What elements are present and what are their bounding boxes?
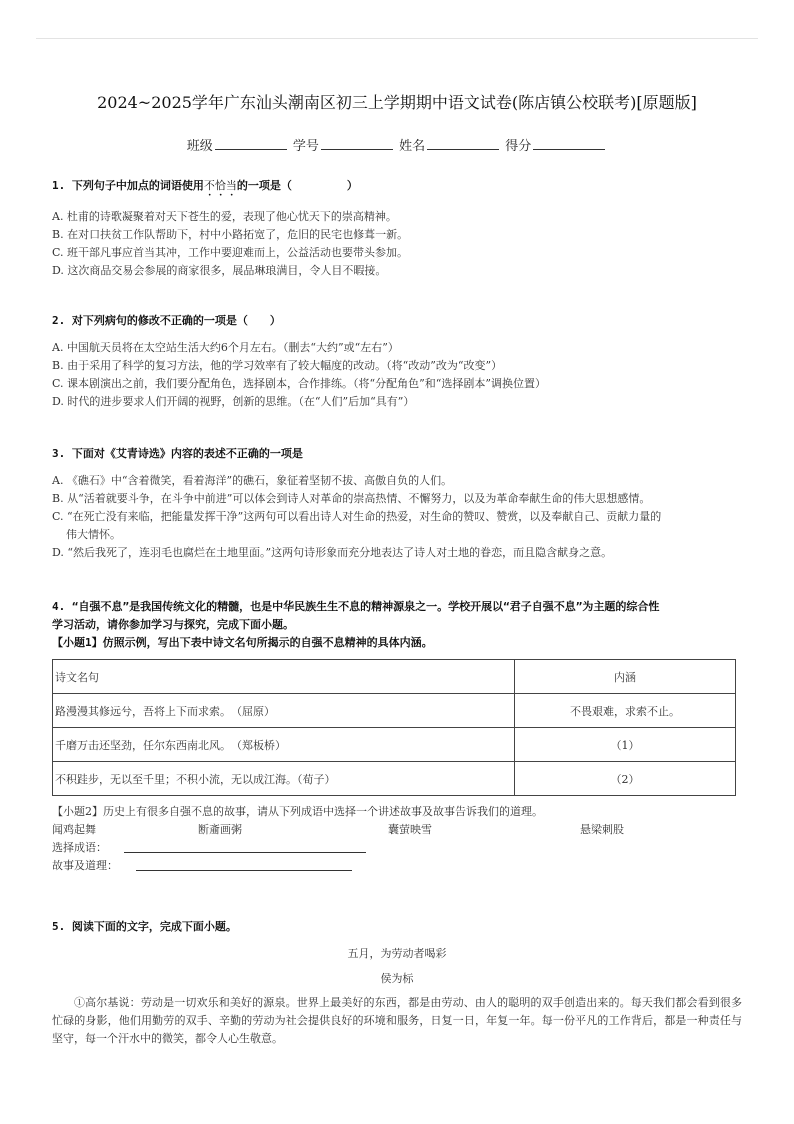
article-author: 侯为标	[380, 972, 414, 985]
question-3	[52, 445, 742, 562]
question-4-stem-line-2: 学习活动，请你参加学习与探究，完成下面小题。	[52, 618, 294, 631]
article-title: 五月，为劳动者喝彩	[347, 947, 447, 960]
choose-idiom-label: 选择成语：	[52, 841, 107, 854]
question-5-stem: 5. 阅读下面的文字，完成下面小题。	[52, 920, 237, 933]
table-cell-quote: 不积跬步，无以至千里；不积小流，无以成江海。（荀子）	[53, 762, 515, 796]
question-2-option-a[interactable]: A. 中国航天员将在太空站生活大约6个月左右。（删去“大约”或“左右”）	[52, 341, 399, 354]
question-1-stem	[52, 177, 742, 199]
question-1-option-c[interactable]: C. 班干部凡事应首当其冲，工作中要迎难而上，公益活动也要带头参加。	[52, 246, 409, 259]
table-cell-meaning-blank-1[interactable]: （1）	[515, 728, 736, 762]
question-4-subquestion-1: 【小题1】仿照示例，写出下表中诗文名句所揭示的自强不息精神的具体内涵。	[52, 636, 433, 649]
question-5	[52, 918, 742, 936]
article-paragraph-1: ①高尔基说：劳动是一切欢乐和美好的源泉。世界上最美好的东西，都是由劳动、由人的聪明的双手创造出来的。每天我们都会看到很多忙碌的身影，他们用勤劳的双手、辛勤的劳动为社会提供良好的环境和服务，日复一日，年复一年。每一份平凡的工作背后，都是一种责任与坚守，每一个汗水中的微笑，都令人心生敬意。	[52, 996, 742, 1045]
table-cell-meaning: 不畏艰难，求索不止。	[515, 694, 736, 728]
question-2-stem: 2. 对下列病句的修改不正确的一项是（ ）	[52, 314, 281, 327]
choose-idiom-row	[52, 839, 382, 855]
question-3-option-c-continued: 伟大情怀。	[66, 528, 121, 541]
idiom-list	[52, 821, 742, 837]
story-reason-blank[interactable]	[136, 870, 352, 871]
question-4-stem-line-1: 4. “自强不息”是我国传统文化的精髓，也是中华民族生生不息的精神源泉之一。学校开展以“君子自强不息”为主题的综合性	[52, 600, 660, 613]
question-1-option-b[interactable]: B. 在对口扶贫工作队帮助下，村中小路拓宽了，危旧的民宅也修葺一新。	[52, 228, 409, 241]
question-1-option-d[interactable]: D. 这次商品交易会参展的商家很多，展品琳琅满目，令人目不暇接。	[52, 264, 387, 277]
page-title: 2024~2025学年广东汕头潮南区初三上学期期中语文试卷(陈店镇公校联考)[原题版]	[97, 93, 697, 112]
question-1-stem-pre: 1. 下列句子中加点的词语使用	[52, 179, 204, 192]
student-info-line	[0, 135, 794, 154]
name-label: 姓名	[399, 139, 426, 154]
table-header-quote: 诗文名句	[53, 660, 515, 694]
question-3-option-d[interactable]: D. “然后我死了，连羽毛也腐烂在土地里面。”这两句诗形象而充分地表达了诗人对土地的眷恋，而且隐含献身之意。	[52, 546, 613, 559]
table-row	[53, 694, 736, 728]
story-reason-label: 故事及道理：	[52, 859, 118, 872]
score-label: 得分	[505, 139, 532, 154]
question-3-option-c[interactable]: C. “在死亡没有来临，把能量发挥干净”这两句可以看出诗人对生命的热爱，对生命的赞叹、赞赏，以及奉献自己、贡献力量的	[52, 510, 662, 523]
question-3-option-a[interactable]: A. 《礁石》中“含着微笑，看着海洋”的礁石，象征着坚韧不拔、高傲自负的人们。	[52, 474, 453, 487]
idiom-option[interactable]: 闻鸡起舞	[52, 823, 96, 836]
table-header-meaning: 内涵	[515, 660, 736, 694]
poem-table	[52, 659, 736, 796]
question-1	[52, 177, 742, 280]
question-1-stem-post: 的一项是（ ）	[236, 179, 358, 192]
class-blank[interactable]	[215, 137, 287, 150]
table-header-row	[53, 660, 736, 694]
question-2-option-d[interactable]: D. 时代的进步要求人们开阔的视野，创新的思维。（在“人们”后加“具有”）	[52, 395, 415, 408]
idiom-option[interactable]: 悬梁刺股	[580, 823, 624, 836]
choose-idiom-blank[interactable]	[124, 852, 366, 853]
story-reason-row	[52, 857, 382, 873]
table-cell-quote: 千磨万击还坚劲，任尔东西南北风。 （郑板桥）	[53, 728, 515, 762]
question-3-stem: 3. 下面对《艾青诗选》内容的表述不正确的一项是	[52, 447, 303, 460]
subquestion-2-text: 【小题2】历史上有很多自强不息的故事，请从下列成语中选择一个讲述故事及故事告诉我们的道理。	[52, 805, 543, 818]
table-row	[53, 762, 736, 796]
student-id-label: 学号	[292, 139, 319, 154]
question-1-option-a[interactable]: A. 杜甫的诗歌凝聚着对天下苍生的爱，表现了他心忧天下的崇高精神。	[52, 210, 397, 223]
question-1-stem-emphasis: 不恰当	[203, 179, 237, 192]
name-blank[interactable]	[427, 137, 499, 150]
score-blank[interactable]	[533, 137, 605, 150]
question-2-option-b[interactable]: B. 由于采用了科学的复习方法，他的学习效率有了较大幅度的改动。（将“改动”改为“改变”）	[52, 359, 503, 372]
question-3-option-b[interactable]: B. 从“活着就要斗争，在斗争中前进”可以体会到诗人对革命的崇高热情、不懈努力，以及为革命奉献生命的伟大思想感情。	[52, 492, 651, 505]
page-top-rule	[36, 38, 758, 39]
question-2	[52, 312, 742, 411]
question-4-subquestion-2	[52, 803, 742, 821]
question-2-option-c[interactable]: C. 课本剧演出之前，我们要分配角色，选择剧本，合作排练。（将“分配角色”和“选择剧本”调换位置）	[52, 377, 547, 390]
idiom-option[interactable]: 囊萤映雪	[388, 823, 432, 836]
class-label: 班级	[186, 139, 213, 154]
idiom-option[interactable]: 断齑画粥	[198, 823, 242, 836]
table-cell-meaning-blank-2[interactable]: （2）	[515, 762, 736, 796]
table-row	[53, 728, 736, 762]
question-4	[52, 598, 742, 652]
student-id-blank[interactable]	[321, 137, 393, 150]
table-cell-quote: 路漫漫其修远兮，吾将上下而求索。 （屈原）	[53, 694, 515, 728]
